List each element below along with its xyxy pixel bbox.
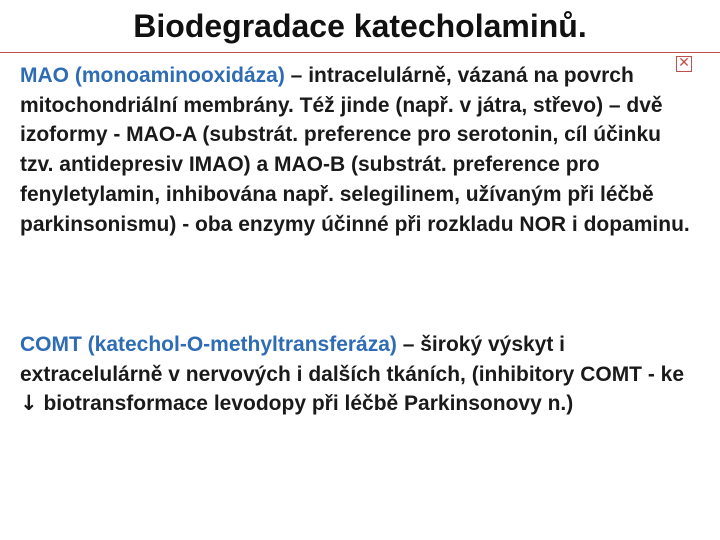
mao-paragraph	[20, 61, 700, 239]
mao-description: – intracelulárně, vázaná na povrch mitochondriální membrány. Též jinde (např. v játra, střevo) – dvě izoformy - MAO-A (substrát. preference pro serotonin, cíl účinku tzv. antidepresiv IMAO) a MAO-B (substrát. preference pro fenyletylamin, inhibována např. selegilinem, užívaným při léčbě parkinsonismu) - oba enzymy účinné při rozkladu NOR i dopaminu.	[20, 64, 690, 236]
mao-term: MAO (monoaminooxidáza)	[20, 64, 285, 87]
slide-title: Biodegradace katecholaminů.	[133, 8, 587, 44]
comt-description-end: biotransformace levodopy při léčbě Parkinsonovy n.)	[37, 392, 574, 416]
down-arrow-icon: ↓	[20, 391, 38, 416]
comt-paragraph	[20, 330, 700, 419]
close-icon[interactable]: ✕	[676, 56, 692, 72]
comt-term: COMT (katechol-O-methyltransferáza)	[20, 333, 397, 356]
title-divider	[0, 52, 720, 53]
comt-description-start: – široký výskyt i extracelulárně v nervových i dalších tkáních, (inhibitory COMT - ke	[20, 333, 685, 386]
